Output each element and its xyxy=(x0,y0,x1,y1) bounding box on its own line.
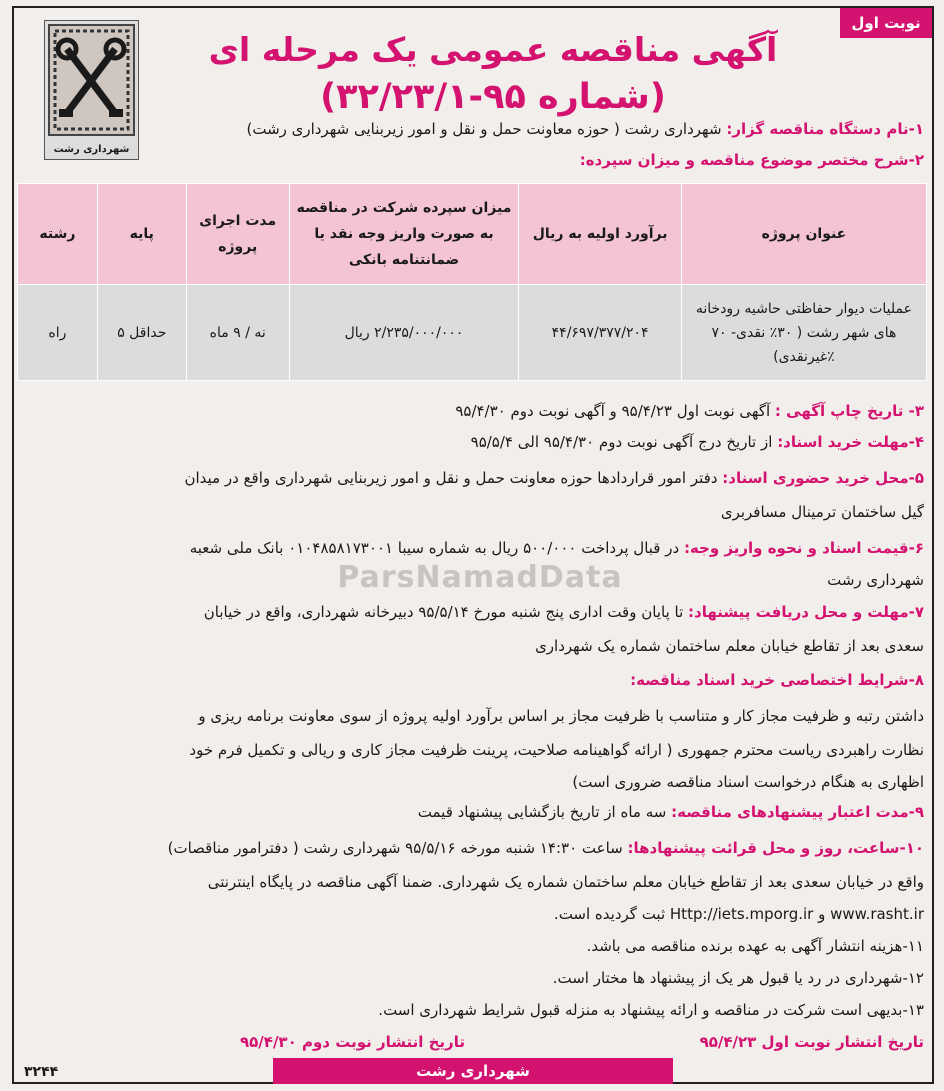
tender-table xyxy=(17,183,927,381)
section-10-text: ساعت ۱۴:۳۰ شنبه مورخه ۹۵/۵/۱۶ شهرداری رشت ( دفترامور مناقصات) xyxy=(167,839,623,857)
section-8-line-2: نظارت راهبردی ریاست محترم جمهوری ( ارائه گواهینامه صلاحیت، پرینت ظرفیت مجاز کاری و ریالی و تکمیل فرم خود xyxy=(189,741,924,759)
watermark: ParsNamadData xyxy=(337,560,623,595)
section-5-cont: گیل ساختمان ترمینال مسافربری xyxy=(720,503,924,521)
col-estimate: برآورد اولیه به ریال xyxy=(519,184,681,285)
section-3-label: ۳- تاریخ چاپ آگهی : xyxy=(774,402,924,420)
cell-duration: نه / ۹ ماه xyxy=(186,285,289,381)
round-badge: نوبت اول xyxy=(840,8,932,38)
col-deposit: میزان سپرده شرکت در مناقصه به صورت واریز وجه نقد یا ضمانتنامه بانکی xyxy=(289,184,519,285)
section-6-cont: شهرداری رشت xyxy=(827,571,924,589)
first-publication-date: تاریخ انتشار نوبت اول ۹۵/۴/۲۳ xyxy=(699,1033,924,1051)
logo-caption: شهرداری رشت xyxy=(53,144,130,155)
section-2 xyxy=(20,148,924,172)
footer-bar: شهرداری رشت xyxy=(273,1058,673,1084)
col-grade: پایه xyxy=(97,184,186,285)
section-1-text: شهرداری رشت ( حوزه معاونت حمل و نقل و امور زیربنایی شهرداری رشت) xyxy=(246,120,722,138)
table-row xyxy=(18,285,927,381)
section-6 xyxy=(20,536,924,560)
section-1 xyxy=(20,117,924,141)
notice-number: (شماره ۹۵-۳۲/۲۳/۱) xyxy=(320,77,666,117)
section-7-label: ۷-مهلت و محل دریافت پیشنهاد: xyxy=(688,603,924,621)
section-5 xyxy=(20,466,924,490)
section-7 xyxy=(20,600,924,624)
ad-code: ۳۲۴۴ xyxy=(24,1064,59,1080)
section-9-text: سه ماه از تاریخ بازگشایی پیشنهاد قیمت xyxy=(417,803,667,821)
cell-estimate: ۴۴/۶۹۷/۳۷۷/۲۰۴ xyxy=(519,285,681,381)
section-9-label: ۹-مدت اعتبار پیشنهادهای مناقصه: xyxy=(671,803,924,821)
section-10 xyxy=(20,836,924,860)
section-3 xyxy=(20,399,924,423)
section-10-label: ۱۰-ساعت، روز و محل قرائت پیشنهادها: xyxy=(627,839,924,857)
cell-grade: حداقل ۵ xyxy=(97,285,186,381)
section-5-text: دفتر امور قراردادها حوزه معاونت حمل و نقل و امور زیربنایی شهرداری واقع در میدان xyxy=(184,469,718,487)
section-10-line-2: واقع در خیابان سعدی بعد از تقاطع خیابان معلم ساختمان شماره یک شهرداری. ضمنا آگهی مناقصه در پایگاه اینترنتی xyxy=(207,873,924,891)
table-header-row xyxy=(18,184,927,285)
section-5-label: ۵-محل خرید حضوری اسناد: xyxy=(722,469,924,487)
section-8-line-3: اظهاری به هنگام درخواست اسناد مناقصه ضروری است) xyxy=(572,773,924,791)
section-7-cont: سعدی بعد از تقاطع خیابان معلم ساختمان شماره یک شهرداری xyxy=(535,637,924,655)
cell-field: راه xyxy=(18,285,98,381)
section-8-label: ۸-شرایط اختصاصی خرید اسناد مناقصه: xyxy=(630,671,924,689)
section-3-text: آگهی نوبت اول ۹۵/۴/۲۳ و آگهی نوبت دوم ۹۵/۴/۳۰ xyxy=(455,402,771,420)
section-8 xyxy=(20,668,924,692)
section-4-label: ۴-مهلت خرید اسناد: xyxy=(777,433,924,451)
col-field: رشته xyxy=(18,184,98,285)
section-1-label: ۱-نام دستگاه مناقصه گزار: xyxy=(726,120,924,138)
section-8-line-1: داشتن رتبه و ظرفیت مجاز کار و متناسب با ظرفیت مجاز بر اساس برآورد اولیه پروژه از سوی معاونت برنامه ریزی و xyxy=(198,707,924,725)
section-4 xyxy=(20,430,924,454)
notice-title: آگهی مناقصه عمومی یک مرحله ای xyxy=(208,30,778,69)
section-6-text: در قبال پرداخت ۵۰۰/۰۰۰ ریال به شماره سیبا ۰۱۰۴۸۵۸۱۷۳۰۰۱ بانک ملی شعبه xyxy=(189,539,680,557)
section-9 xyxy=(20,800,924,824)
cell-project-title: عملیات دیوار حفاظتی حاشیه رودخانه های شهر رشت ( ۳۰٪ نقدی- ۷۰ ٪غیرنقدی) xyxy=(681,285,926,381)
section-10-line-3: www.rasht.ir و Http://iets.mporg.ir ثبت گردیده است. xyxy=(553,905,924,923)
section-4-text: از تاریخ درج آگهی نوبت دوم ۹۵/۴/۳۰ الی ۹۵/۵/۴ xyxy=(470,433,773,451)
second-publication-date: تاریخ انتشار نوبت دوم ۹۵/۴/۳۰ xyxy=(240,1033,465,1051)
section-13: ۱۳-بدیهی است شرکت در مناقصه و ارائه پیشنهاد به منزله قبول شرایط شهرداری است. xyxy=(378,1001,924,1019)
col-project-title: عنوان پروژه xyxy=(681,184,926,285)
section-6-label: ۶-قیمت اسناد و نحوه واریز وجه: xyxy=(683,539,924,557)
section-12: ۱۲-شهرداری در رد یا قبول هر یک از پیشنهاد ها مختار است. xyxy=(552,969,924,987)
publication-dates xyxy=(20,1030,924,1054)
section-2-label: ۲-شرح مختصر موضوع مناقصه و میزان سپرده: xyxy=(579,151,924,169)
col-duration: مدت اجرای پروژه xyxy=(186,184,289,285)
section-11: ۱۱-هزینه انتشار آگهی به عهده برنده مناقصه می باشد. xyxy=(586,937,924,955)
cell-deposit: ۲/۲۳۵/۰۰۰/۰۰۰ ریال xyxy=(289,285,519,381)
section-7-text: تا پایان وقت اداری پنج شنبه مورخ ۹۵/۵/۱۴ دبیرخانه شهرداری، واقع در خیابان xyxy=(203,603,684,621)
